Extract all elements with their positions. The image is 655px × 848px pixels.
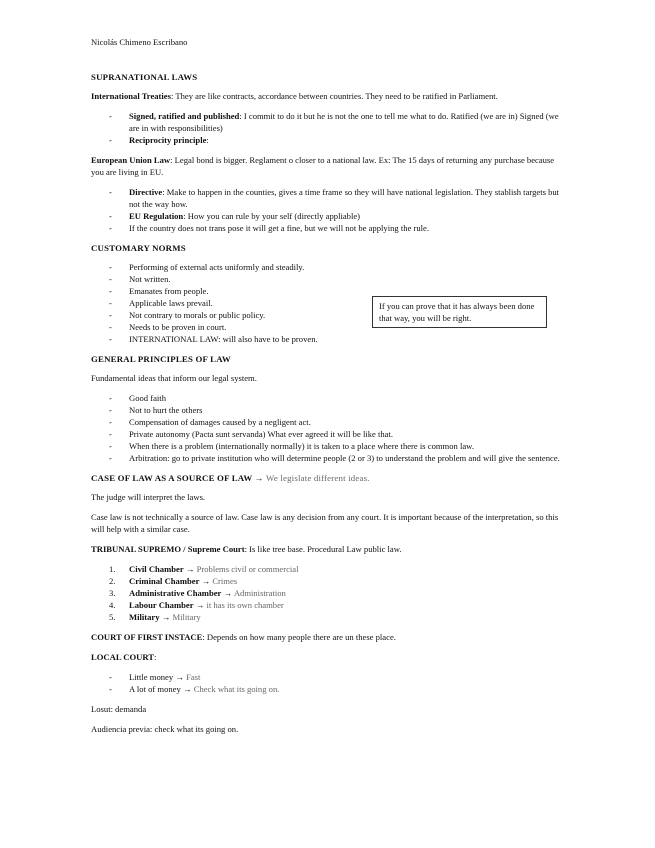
paragraph-losut: Losut: demanda [91, 704, 147, 714]
list-item: - Arbitration: go to private institution who will determine people (2 or 3) to understand the problem and will give the sentence. [91, 452, 563, 464]
list-item: - A lot of money → Check what its going on. [91, 683, 563, 695]
author-name: Nicolás Chimeno Escribano [91, 37, 188, 47]
list-general-items [91, 392, 563, 464]
list-item: - Not written. [91, 273, 563, 285]
arrow-right-icon: → [254, 473, 264, 483]
list-chambers [91, 563, 563, 623]
arrow-right-icon: → [185, 564, 195, 574]
heading-note: We legislate different ideas. [266, 473, 370, 483]
list-local-items [91, 671, 563, 695]
list-item: 1. Civil Chamber → Problems civil or commercial [109, 564, 299, 574]
list-item: - Compensation of damages caused by a negligent act. [91, 416, 563, 428]
list-item: - EU Regulation: How you can rule by your self (directly appliable) [91, 210, 563, 222]
paragraph-international-treaties: International Treaties: They are like contracts, accordance between countries. They need to be ratified in Parliament. [91, 91, 498, 101]
document-page [91, 36, 563, 743]
list-item: - Needs to be proven in court. [91, 321, 563, 333]
list-item: - Applicable laws prevail. [91, 297, 563, 309]
section-heading-general-principles: GENERAL PRINCIPLES OF LAW [91, 354, 231, 364]
paragraph-case-law-2: Case law is not technically a source of law. Case law is any decision from any court. It is important because of the interpretation, so this will help with a similar case. [91, 512, 559, 534]
arrow-right-icon: → [182, 684, 192, 694]
list-item: - Directive: Make to happen in the counties, gives a time frame so they will have national legislation. They stablish targets but not the way how. [91, 186, 563, 210]
paragraph-tribunal-supremo: TRIBUNAL SUPREMO / Supreme Court: Is like tree base. Procedural Law public law. [91, 544, 402, 554]
list-item: 5. Military → Military [109, 612, 201, 622]
arrow-right-icon: → [195, 600, 205, 610]
list-item: - Signed, ratified and published: I commit to do it but he is not the one to tell me what to do. Ratified (we are in) Signed (we are in with responsibilities) [91, 110, 563, 134]
list-eu-items [91, 186, 563, 234]
note-box: If you can prove that it has always been done that way, you will be right. [372, 296, 547, 328]
section-heading-supranational: SUPRANATIONAL LAWS [91, 72, 198, 82]
arrow-right-icon: → [161, 612, 171, 622]
paragraph-court-first-instance: COURT OF FIRST INSTACE: Depends on how many people there are un these place. [91, 632, 396, 642]
list-item: - When there is a problem (internationally normally) it is taken to a place where there is common law. [91, 440, 563, 452]
list-treaty-items [91, 110, 563, 146]
paragraph-audiencia-previa: Audiencia previa: check what its going on. [91, 724, 239, 734]
paragraph-general-intro: Fundamental ideas that inform our legal system. [91, 373, 257, 383]
arrow-right-icon: → [201, 576, 211, 586]
list-item: - Private autonomy (Pacta sunt servanda) What ever agreed it will be like that. [91, 428, 563, 440]
list-item: - Reciprocity principle: [91, 134, 563, 146]
section-heading-case-law: CASE OF LAW AS A SOURCE OF LAW → We legislate different ideas. [91, 473, 370, 483]
list-item: - If the country does not trans pose it will get a fine, but we will not be applying the rule. [91, 222, 563, 234]
paragraph-local-court: LOCAL COURT: [91, 652, 157, 662]
arrow-right-icon: → [175, 672, 184, 682]
list-item: - Little money → Fast [91, 671, 563, 683]
section-heading-customary: CUSTOMARY NORMS [91, 243, 186, 253]
list-item: - Emanates from people. [91, 285, 563, 297]
list-item: 4. Labour Chamber → it has its own chamber [109, 600, 284, 610]
list-item: 3. Administrative Chamber → Administration [109, 588, 286, 598]
list-item: - Good faith [91, 392, 563, 404]
arrow-right-icon: → [223, 588, 233, 598]
list-item: - INTERNATIONAL LAW: will also have to be proven. [91, 333, 563, 345]
list-item: - Not to hurt the others [91, 404, 563, 416]
list-item: - Performing of external acts uniformly and steadily. [91, 261, 563, 273]
list-item: 2. Criminal Chamber → Crimes [109, 576, 238, 586]
paragraph-case-law-1: The judge will interpret the laws. [91, 492, 206, 502]
list-item: - Not contrary to morals or public policy. [91, 309, 563, 321]
paragraph-eu-law: European Union Law: Legal bond is bigger. Reglament o closer to a national law. Ex: The 15 days of returning any purchase because you are living in EU. [91, 155, 555, 177]
